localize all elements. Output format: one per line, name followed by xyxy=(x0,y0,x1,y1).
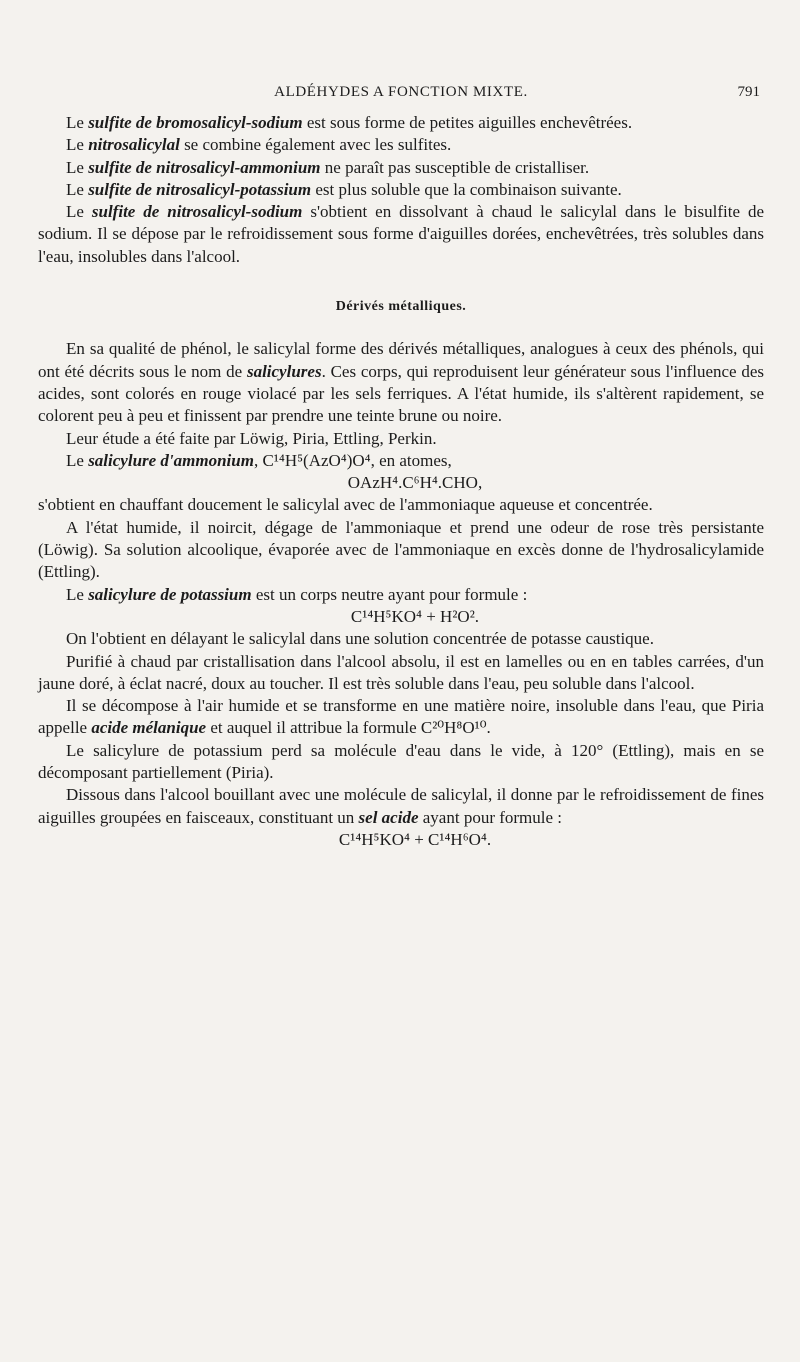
compound-name: sel acide xyxy=(358,807,419,827)
paragraph: Dissous dans l'alcool bouillant avec une molécule de salicylal, il donne par le refroidissement de fines aiguilles groupées en faisceaux, constituant un sel acide ayant pour formule : xyxy=(38,785,764,827)
paragraph: s'obtient en chauffant doucement le salicylal avec de l'ammoniaque aqueuse et concentrée. xyxy=(38,495,653,515)
compound-name: acide mélanique xyxy=(91,718,207,738)
running-title: ALDÉHYDES A FONCTION MIXTE. xyxy=(274,84,528,100)
formula-line: C¹⁴H⁵KO⁴ + H²O². xyxy=(350,606,480,626)
paragraph: Le sulfite de nitrosalicyl-ammonium ne paraît pas susceptible de cristalliser. xyxy=(66,157,590,177)
chemical-formula: C¹⁴H⁵(AzO⁴)O⁴ xyxy=(262,450,371,470)
paragraph: Le sulfite de nitrosalicyl-sodium s'obtient en dissolvant à chaud le salicylal dans le bisulfite de sodium. Il se dépose par le refroidissement sous forme d'aiguilles dorées, enchevêtrées, très solubles dans l'eau, insolubles dans l'alcool. xyxy=(38,202,765,266)
compound-name: salicylure d'ammonium xyxy=(88,450,254,470)
compound-name: sulfite de bromosalicyl-sodium xyxy=(88,113,303,132)
paragraph: On l'obtient en délayant le salicylal dans une solution concentrée de potasse caustique. xyxy=(66,629,654,649)
paragraph: Il se décompose à l'air humide et se transforme en une matière noire, insoluble dans l'eau, que Piria appelle acide mélanique et auquel il attribue la formule C²⁰H⁸O¹⁰. xyxy=(38,696,764,738)
paragraph: Le nitrosalicylal se combine également avec les sulfites. xyxy=(66,135,452,155)
paragraph: Le salicylure d'ammonium, C¹⁴H⁵(AzO⁴)O⁴, en atomes, xyxy=(66,450,452,470)
compound-name: sulfite de nitrosalicyl-sodium xyxy=(91,202,303,222)
body-text xyxy=(38,112,764,851)
paragraph: Le salicylure de potassium est un corps neutre ayant pour formule : xyxy=(66,584,528,604)
paragraph: Leur étude a été faite par Löwig, Piria, Ettling, Perkin. xyxy=(66,428,437,448)
paragraph: Le salicylure de potassium perd sa molécule d'eau dans le vide, à 120° (Ettling), mais en se décomposant partiellement (Piria). xyxy=(38,740,764,783)
compound-name: sulfite de nitrosalicyl-potassium xyxy=(88,179,312,199)
compound-name: salicylures xyxy=(246,361,322,381)
compound-name: salicylure de potassium xyxy=(88,584,252,604)
section-heading: Dérivés métalliques. xyxy=(335,299,467,315)
paragraph: Purifié à chaud par cristallisation dans l'alcool absolu, il est en lamelles ou en en tables carrées, d'un jaune doré, à éclat nacré, doux au toucher. Il est très soluble dans l'eau, peu soluble dans l'alcool. xyxy=(38,651,764,693)
paragraph: En sa qualité de phénol, le salicylal forme des dérivés métalliques, analogues à ceux des phénols, qui ont été décrits sous le nom de salicylures. Ces corps, qui reproduisent leur générateur sous l'influence des acides, sont colorés en rouge violacé par les sels ferriques. A l'état humide, ils s'altèrent rapidement, se colorent peu à peu et finissent par prendre une teinte brune ou noire. xyxy=(38,339,764,426)
paragraph: Le sulfite de bromosalicyl-sodium est sous forme de petites aiguilles enchevêtrées. xyxy=(66,113,633,132)
paragraph: Le sulfite de nitrosalicyl-potassium est plus soluble que la combinaison suivante. xyxy=(66,179,622,199)
formula-line: OAzH⁴.C⁶H⁴.CHO, xyxy=(347,473,483,493)
compound-name: nitrosalicylal xyxy=(88,135,180,155)
compound-name: sulfite de nitrosalicyl-ammonium xyxy=(88,157,321,177)
page-header xyxy=(38,84,764,106)
formula-line: C¹⁴H⁵KO⁴ + C¹⁴H⁶O⁴. xyxy=(338,829,492,849)
page-number: 791 xyxy=(737,84,760,100)
paragraph: A l'état humide, il noircit, dégage de l'ammoniaque et prend une odeur de rose très persistante (Löwig). Sa solution alcoolique, évaporée avec de l'ammoniaque en excès donne de l'hydrosalicylamide (Ettling). xyxy=(38,517,764,582)
